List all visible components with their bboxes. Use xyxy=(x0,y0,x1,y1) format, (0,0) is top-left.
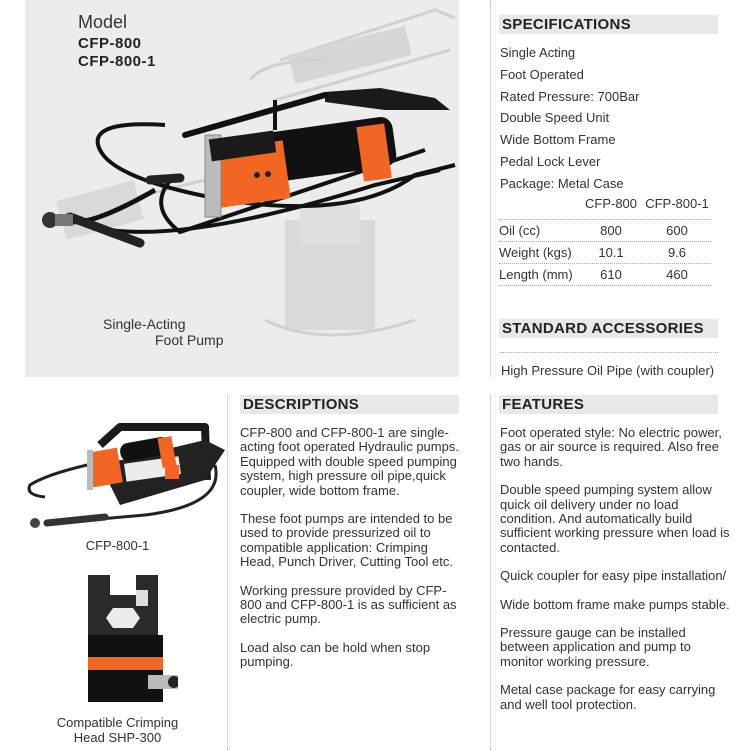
table-cell: Weight (kgs) xyxy=(499,245,572,260)
specifications-list xyxy=(500,43,639,196)
features-body xyxy=(500,426,735,726)
spec-item: Wide Bottom Frame xyxy=(500,132,616,148)
description-paragraph: Working pressure provided by CFP-800 and CFP-800-1 is as sufficient as electric pump. xyxy=(240,582,457,627)
spec-item: Single Acting xyxy=(500,45,576,60)
descriptions-body xyxy=(240,426,465,684)
feature-paragraph: Double speed pumping system allow quick oil delivery under no load condition. And automatically build sufficient working pressure when load is contacted. xyxy=(500,482,730,555)
hero-panel xyxy=(25,0,459,377)
thumbnail-caption-cfp-800-1: CFP-800-1 xyxy=(85,538,150,553)
table-cell: Length (mm) xyxy=(499,267,573,282)
table-cell: 610 xyxy=(600,267,622,282)
descriptions-heading: DESCRIPTIONS xyxy=(240,395,459,414)
table-cell: Oil (cc) xyxy=(499,223,541,238)
feature-paragraph: Quick coupler for easy pipe installation/ xyxy=(500,568,727,584)
divider xyxy=(490,395,491,750)
hero-caption-line1: Single-Acting xyxy=(103,316,186,332)
hero-caption-line2: Foot Pump xyxy=(155,332,224,348)
feature-paragraph: Metal case package for easy carrying and well tool protection. xyxy=(500,682,716,712)
crimping-head-photo xyxy=(78,575,178,705)
specifications-heading: SPECIFICATIONS xyxy=(499,15,718,34)
table-header-cell xyxy=(499,196,579,219)
table-header xyxy=(499,196,711,220)
description-paragraph: CFP-800 and CFP-800-1 are single-acting foot operated Hydraulic pumps. Equipped with double speed pumping system, high pressure oil pipe,quick coupler, wide bottom frame. xyxy=(240,425,459,498)
divider xyxy=(490,0,491,378)
spec-item: Foot Operated xyxy=(500,66,584,82)
model-name-cfp-800: CFP-800 xyxy=(78,35,142,52)
model-label: Model xyxy=(78,12,128,32)
feature-paragraph: Wide bottom frame make pumps stable. xyxy=(500,596,730,612)
spec-item: Rated Pressure: 700Bar xyxy=(500,88,640,104)
table-cell: 10.1 xyxy=(598,245,624,260)
feature-paragraph: Foot operated style: No electric power, gas or air source is required. Also free two hands. xyxy=(500,425,722,469)
cfp-800-1-photo xyxy=(25,405,225,535)
description-paragraph: Load also can be hold when stop pumping. xyxy=(240,639,431,670)
table-cell: 800 xyxy=(600,223,622,238)
table-cell: 9.6 xyxy=(667,245,687,260)
divider xyxy=(500,352,718,353)
accessories-heading: STANDARD ACCESSORIES xyxy=(499,319,718,338)
table-cell: 460 xyxy=(666,267,688,282)
spec-table xyxy=(499,196,711,286)
table-header-cell: CFP-800-1 xyxy=(645,196,709,211)
model-name-cfp-800-1: CFP-800-1 xyxy=(78,53,156,70)
spec-item: Package: Metal Case xyxy=(500,175,624,191)
feature-paragraph: Pressure gauge can be installed between application and pump to monitor working pressure. xyxy=(500,625,691,669)
table-cell: 600 xyxy=(666,223,688,238)
table-row xyxy=(499,264,711,286)
accessory-item: High Pressure Oil Pipe (with coupler) xyxy=(501,363,715,378)
spec-item: Double Speed Unit xyxy=(500,110,610,126)
table-row xyxy=(499,242,711,264)
spec-item: Pedal Lock Lever xyxy=(500,153,601,169)
description-paragraph: These foot pumps are intended to be used to provide pressurized oil to compatible application: Crimping Head, Punch Driver, Cutting Tool etc. xyxy=(240,511,453,570)
features-heading: FEATURES xyxy=(499,395,718,414)
table-row xyxy=(499,220,711,242)
table-header-cell: CFP-800 xyxy=(584,196,638,211)
thumbnail-caption-crimping-head-line1: Compatible Crimping xyxy=(56,715,179,730)
divider xyxy=(227,395,228,750)
thumbnail-caption-crimping-head-line2: Head SHP-300 xyxy=(73,730,162,745)
